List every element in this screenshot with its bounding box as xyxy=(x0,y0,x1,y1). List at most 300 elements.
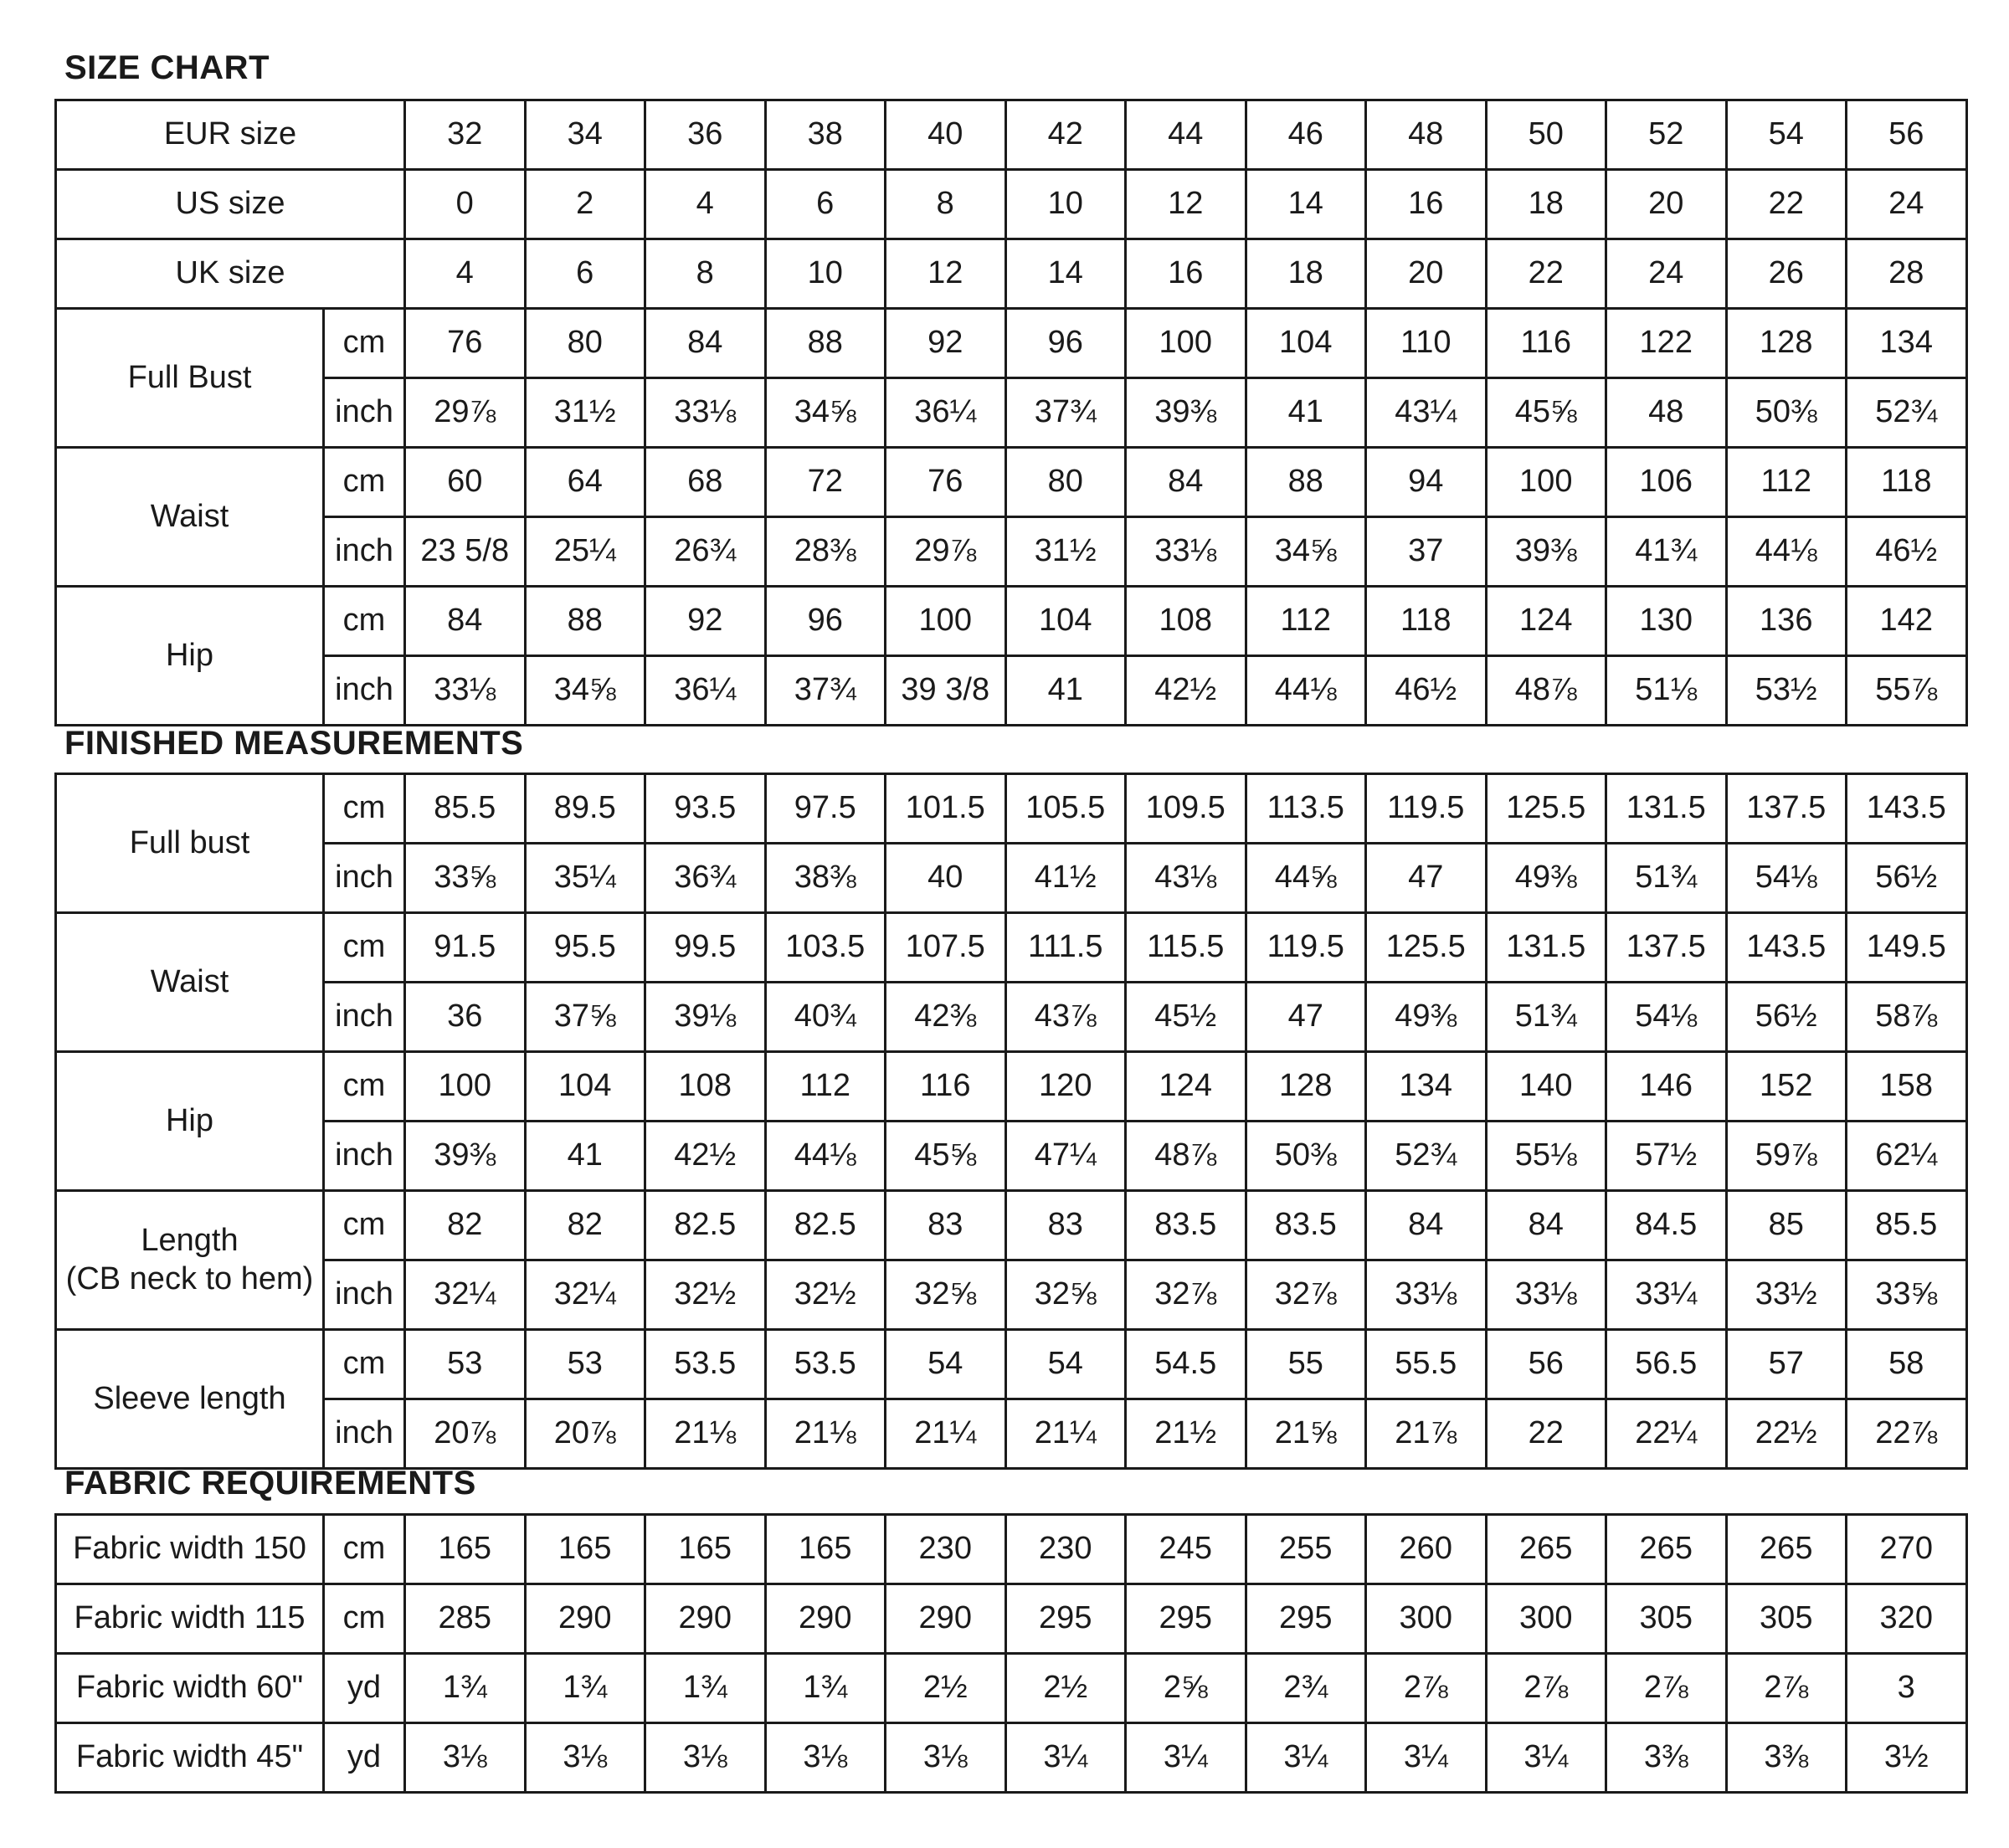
value-cell: 305 xyxy=(1726,1584,1847,1654)
value-cell: 2½ xyxy=(1005,1654,1126,1723)
value-cell: 2⅞ xyxy=(1366,1654,1487,1723)
value-cell: 82 xyxy=(405,1191,526,1260)
value-cell: 85.5 xyxy=(1847,1191,1967,1260)
value-cell: 115.5 xyxy=(1126,913,1246,983)
value-cell: 22 xyxy=(1486,1399,1606,1469)
value-cell: 44⅛ xyxy=(1246,656,1366,726)
value-cell: 53 xyxy=(405,1330,526,1399)
value-cell: 142 xyxy=(1847,587,1967,656)
value-cell: 265 xyxy=(1486,1515,1606,1584)
table-row xyxy=(56,1399,1967,1469)
value-cell: 295 xyxy=(1005,1584,1126,1654)
value-cell: 84 xyxy=(1126,448,1246,517)
value-cell: 50⅜ xyxy=(1726,378,1847,448)
value-cell: 3½ xyxy=(1847,1723,1967,1793)
value-cell: 53½ xyxy=(1726,656,1847,726)
value-cell: 131.5 xyxy=(1606,774,1727,844)
value-cell: 100 xyxy=(1486,448,1606,517)
value-cell: 39⅜ xyxy=(1486,517,1606,587)
value-cell: 48 xyxy=(1606,378,1727,448)
value-cell: 295 xyxy=(1126,1584,1246,1654)
value-cell: 28 xyxy=(1847,239,1967,309)
value-cell: 29⅞ xyxy=(405,378,526,448)
value-cell: 165 xyxy=(645,1515,766,1584)
value-cell: 2⅞ xyxy=(1726,1654,1847,1723)
value-cell: 36¼ xyxy=(886,378,1006,448)
value-cell: 31½ xyxy=(525,378,645,448)
unit-cell: inch xyxy=(324,517,405,587)
value-cell: 33⅝ xyxy=(1847,1260,1967,1330)
value-cell: 46½ xyxy=(1847,517,1967,587)
unit-cell: cm xyxy=(324,1191,405,1260)
finished-measurements-table xyxy=(54,773,1968,1470)
value-cell: 39⅜ xyxy=(405,1122,526,1191)
value-cell: 47 xyxy=(1246,983,1366,1052)
value-cell: 119.5 xyxy=(1366,774,1487,844)
value-cell: 20 xyxy=(1366,239,1487,309)
value-cell: 47¼ xyxy=(1005,1122,1126,1191)
size-label: EUR size xyxy=(56,100,405,170)
value-cell: 18 xyxy=(1246,239,1366,309)
value-cell: 124 xyxy=(1486,587,1606,656)
value-cell: 56 xyxy=(1486,1330,1606,1399)
value-cell: 59⅞ xyxy=(1726,1122,1847,1191)
measurement-label: Full bust xyxy=(56,774,324,913)
value-cell: 33½ xyxy=(1726,1260,1847,1330)
table-row xyxy=(56,844,1967,913)
value-cell: 35¼ xyxy=(525,844,645,913)
measurement-label: Length (CB neck to hem) xyxy=(56,1191,324,1330)
value-cell: 230 xyxy=(886,1515,1006,1584)
value-cell: 22¼ xyxy=(1606,1399,1727,1469)
fabric-requirements-title: FABRIC REQUIREMENTS xyxy=(64,1465,476,1502)
value-cell: 21⅝ xyxy=(1246,1399,1366,1469)
value-cell: 6 xyxy=(525,239,645,309)
unit-cell: cm xyxy=(324,448,405,517)
value-cell: 3¼ xyxy=(1126,1723,1246,1793)
value-cell: 122 xyxy=(1606,309,1727,378)
value-cell: 76 xyxy=(886,448,1006,517)
unit-cell: cm xyxy=(324,913,405,983)
value-cell: 16 xyxy=(1126,239,1246,309)
value-cell: 41 xyxy=(1005,656,1126,726)
value-cell: 39⅛ xyxy=(645,983,766,1052)
unit-cell: inch xyxy=(324,378,405,448)
value-cell: 165 xyxy=(405,1515,526,1584)
value-cell: 88 xyxy=(525,587,645,656)
value-cell: 96 xyxy=(765,587,886,656)
value-cell: 56½ xyxy=(1847,844,1967,913)
value-cell: 25¼ xyxy=(525,517,645,587)
value-cell: 88 xyxy=(765,309,886,378)
value-cell: 305 xyxy=(1606,1584,1727,1654)
value-cell: 3⅜ xyxy=(1726,1723,1847,1793)
table-row xyxy=(56,100,1967,170)
value-cell: 270 xyxy=(1847,1515,1967,1584)
value-cell: 14 xyxy=(1246,170,1366,239)
value-cell: 43⅛ xyxy=(1126,844,1246,913)
value-cell: 110 xyxy=(1366,309,1487,378)
value-cell: 50 xyxy=(1486,100,1606,170)
value-cell: 42⅜ xyxy=(886,983,1006,1052)
unit-cell: inch xyxy=(324,1122,405,1191)
value-cell: 58 xyxy=(1847,1330,1967,1399)
value-cell: 118 xyxy=(1847,448,1967,517)
value-cell: 52¾ xyxy=(1366,1122,1487,1191)
value-cell: 33⅛ xyxy=(1126,517,1246,587)
value-cell: 101.5 xyxy=(886,774,1006,844)
value-cell: 44⅛ xyxy=(1726,517,1847,587)
value-cell: 16 xyxy=(1366,170,1487,239)
value-cell: 104 xyxy=(1246,309,1366,378)
value-cell: 21½ xyxy=(1126,1399,1246,1469)
value-cell: 33⅝ xyxy=(405,844,526,913)
value-cell: 37¾ xyxy=(765,656,886,726)
size-label: UK size xyxy=(56,239,405,309)
value-cell: 95.5 xyxy=(525,913,645,983)
value-cell: 53.5 xyxy=(645,1330,766,1399)
value-cell: 106 xyxy=(1606,448,1727,517)
table-row xyxy=(56,1584,1967,1654)
table-row xyxy=(56,1723,1967,1793)
value-cell: 100 xyxy=(405,1052,526,1122)
value-cell: 84.5 xyxy=(1606,1191,1727,1260)
value-cell: 84 xyxy=(1486,1191,1606,1260)
table-row xyxy=(56,983,1967,1052)
value-cell: 39 3/8 xyxy=(886,656,1006,726)
value-cell: 58⅞ xyxy=(1847,983,1967,1052)
unit-cell: cm xyxy=(324,1052,405,1122)
value-cell: 45½ xyxy=(1126,983,1246,1052)
value-cell: 55 xyxy=(1246,1330,1366,1399)
value-cell: 10 xyxy=(1005,170,1126,239)
value-cell: 124 xyxy=(1126,1052,1246,1122)
value-cell: 32¼ xyxy=(405,1260,526,1330)
table-row xyxy=(56,587,1967,656)
value-cell: 12 xyxy=(1126,170,1246,239)
value-cell: 48⅞ xyxy=(1126,1122,1246,1191)
fabric-width-label: Fabric width 150 xyxy=(56,1515,324,1584)
value-cell: 57 xyxy=(1726,1330,1847,1399)
value-cell: 54 xyxy=(886,1330,1006,1399)
value-cell: 43¼ xyxy=(1366,378,1487,448)
value-cell: 2½ xyxy=(886,1654,1006,1723)
value-cell: 46 xyxy=(1246,100,1366,170)
value-cell: 3⅜ xyxy=(1606,1723,1727,1793)
value-cell: 24 xyxy=(1606,239,1727,309)
value-cell: 0 xyxy=(405,170,526,239)
measurement-label: Sleeve length xyxy=(56,1330,324,1469)
size-chart-title: SIZE CHART xyxy=(64,49,270,86)
value-cell: 54.5 xyxy=(1126,1330,1246,1399)
value-cell: 40 xyxy=(886,844,1006,913)
value-cell: 116 xyxy=(886,1052,1006,1122)
unit-cell: cm xyxy=(324,1584,405,1654)
value-cell: 83 xyxy=(1005,1191,1126,1260)
value-cell: 42½ xyxy=(1126,656,1246,726)
value-cell: 32⅝ xyxy=(1005,1260,1126,1330)
value-cell: 3⅛ xyxy=(405,1723,526,1793)
value-cell: 165 xyxy=(765,1515,886,1584)
value-cell: 111.5 xyxy=(1005,913,1126,983)
value-cell: 119.5 xyxy=(1246,913,1366,983)
size-label: US size xyxy=(56,170,405,239)
unit-cell: inch xyxy=(324,1260,405,1330)
unit-cell: cm xyxy=(324,587,405,656)
value-cell: 34 xyxy=(525,100,645,170)
value-cell: 116 xyxy=(1486,309,1606,378)
value-cell: 137.5 xyxy=(1606,913,1727,983)
value-cell: 44 xyxy=(1126,100,1246,170)
measurement-label: Hip xyxy=(56,1052,324,1191)
table-row xyxy=(56,517,1967,587)
table-row xyxy=(56,1654,1967,1723)
value-cell: 82.5 xyxy=(765,1191,886,1260)
value-cell: 14 xyxy=(1005,239,1126,309)
value-cell: 290 xyxy=(645,1584,766,1654)
value-cell: 32¼ xyxy=(525,1260,645,1330)
value-cell: 99.5 xyxy=(645,913,766,983)
value-cell: 89.5 xyxy=(525,774,645,844)
value-cell: 131.5 xyxy=(1486,913,1606,983)
value-cell: 136 xyxy=(1726,587,1847,656)
value-cell: 140 xyxy=(1486,1052,1606,1122)
value-cell: 290 xyxy=(765,1584,886,1654)
value-cell: 42 xyxy=(1005,100,1126,170)
value-cell: 92 xyxy=(886,309,1006,378)
fabric-requirements-table xyxy=(54,1513,1968,1794)
value-cell: 44⅛ xyxy=(765,1122,886,1191)
value-cell: 245 xyxy=(1126,1515,1246,1584)
value-cell: 8 xyxy=(886,170,1006,239)
value-cell: 18 xyxy=(1486,170,1606,239)
value-cell: 43⅞ xyxy=(1005,983,1126,1052)
value-cell: 143.5 xyxy=(1847,774,1967,844)
table-row xyxy=(56,448,1967,517)
value-cell: 34⅝ xyxy=(525,656,645,726)
value-cell: 107.5 xyxy=(886,913,1006,983)
value-cell: 165 xyxy=(525,1515,645,1584)
value-cell: 36¾ xyxy=(645,844,766,913)
value-cell: 32⅝ xyxy=(886,1260,1006,1330)
value-cell: 38 xyxy=(765,100,886,170)
value-cell: 40 xyxy=(886,100,1006,170)
value-cell: 33⅛ xyxy=(1366,1260,1487,1330)
value-cell: 20⅞ xyxy=(405,1399,526,1469)
value-cell: 6 xyxy=(765,170,886,239)
value-cell: 3¼ xyxy=(1246,1723,1366,1793)
size-chart-table xyxy=(54,99,1968,726)
value-cell: 46½ xyxy=(1366,656,1487,726)
value-cell: 28⅜ xyxy=(765,517,886,587)
value-cell: 22 xyxy=(1486,239,1606,309)
value-cell: 32⅞ xyxy=(1246,1260,1366,1330)
value-cell: 125.5 xyxy=(1366,913,1487,983)
value-cell: 21⅞ xyxy=(1366,1399,1487,1469)
value-cell: 83 xyxy=(886,1191,1006,1260)
value-cell: 34⅝ xyxy=(765,378,886,448)
table-row xyxy=(56,774,1967,844)
value-cell: 41¾ xyxy=(1606,517,1727,587)
value-cell: 53 xyxy=(525,1330,645,1399)
table-row xyxy=(56,1052,1967,1122)
value-cell: 45⅝ xyxy=(886,1122,1006,1191)
value-cell: 51¾ xyxy=(1606,844,1727,913)
value-cell: 44⅝ xyxy=(1246,844,1366,913)
value-cell: 290 xyxy=(886,1584,1006,1654)
value-cell: 49⅜ xyxy=(1486,844,1606,913)
value-cell: 32⅞ xyxy=(1126,1260,1246,1330)
value-cell: 24 xyxy=(1847,170,1967,239)
value-cell: 320 xyxy=(1847,1584,1967,1654)
table-row xyxy=(56,170,1967,239)
value-cell: 104 xyxy=(525,1052,645,1122)
value-cell: 108 xyxy=(645,1052,766,1122)
value-cell: 36 xyxy=(645,100,766,170)
value-cell: 120 xyxy=(1005,1052,1126,1122)
finished-measurements-title: FINISHED MEASUREMENTS xyxy=(64,725,524,762)
value-cell: 3¼ xyxy=(1486,1723,1606,1793)
table-row xyxy=(56,309,1967,378)
unit-cell: inch xyxy=(324,844,405,913)
value-cell: 3¼ xyxy=(1005,1723,1126,1793)
value-cell: 152 xyxy=(1726,1052,1847,1122)
value-cell: 20⅞ xyxy=(525,1399,645,1469)
value-cell: 84 xyxy=(405,587,526,656)
value-cell: 31½ xyxy=(1005,517,1126,587)
unit-cell: cm xyxy=(324,774,405,844)
value-cell: 22 xyxy=(1726,170,1847,239)
value-cell: 32½ xyxy=(645,1260,766,1330)
value-cell: 85.5 xyxy=(405,774,526,844)
value-cell: 56.5 xyxy=(1606,1330,1727,1399)
value-cell: 3¼ xyxy=(1366,1723,1487,1793)
value-cell: 37 xyxy=(1366,517,1487,587)
value-cell: 36 xyxy=(405,983,526,1052)
value-cell: 8 xyxy=(645,239,766,309)
value-cell: 92 xyxy=(645,587,766,656)
value-cell: 149.5 xyxy=(1847,913,1967,983)
value-cell: 26 xyxy=(1726,239,1847,309)
table-row xyxy=(56,913,1967,983)
value-cell: 4 xyxy=(645,170,766,239)
value-cell: 158 xyxy=(1847,1052,1967,1122)
value-cell: 230 xyxy=(1005,1515,1126,1584)
value-cell: 57½ xyxy=(1606,1122,1727,1191)
value-cell: 3 xyxy=(1847,1654,1967,1723)
value-cell: 146 xyxy=(1606,1052,1727,1122)
value-cell: 37⅝ xyxy=(525,983,645,1052)
value-cell: 55.5 xyxy=(1366,1330,1487,1399)
value-cell: 54⅛ xyxy=(1726,844,1847,913)
value-cell: 33⅛ xyxy=(405,656,526,726)
value-cell: 1¾ xyxy=(645,1654,766,1723)
value-cell: 2⅝ xyxy=(1126,1654,1246,1723)
value-cell: 32 xyxy=(405,100,526,170)
value-cell: 49⅜ xyxy=(1366,983,1487,1052)
value-cell: 84 xyxy=(645,309,766,378)
value-cell: 2⅞ xyxy=(1486,1654,1606,1723)
value-cell: 41 xyxy=(525,1122,645,1191)
table-row xyxy=(56,656,1967,726)
table-row xyxy=(56,239,1967,309)
value-cell: 1¾ xyxy=(765,1654,886,1723)
value-cell: 290 xyxy=(525,1584,645,1654)
value-cell: 83.5 xyxy=(1246,1191,1366,1260)
value-cell: 2 xyxy=(525,170,645,239)
value-cell: 51⅛ xyxy=(1606,656,1727,726)
value-cell: 22½ xyxy=(1726,1399,1847,1469)
value-cell: 50⅜ xyxy=(1246,1122,1366,1191)
value-cell: 53.5 xyxy=(765,1330,886,1399)
value-cell: 3⅛ xyxy=(525,1723,645,1793)
value-cell: 300 xyxy=(1486,1584,1606,1654)
unit-cell: cm xyxy=(324,1330,405,1399)
value-cell: 20 xyxy=(1606,170,1727,239)
value-cell: 109.5 xyxy=(1126,774,1246,844)
value-cell: 60 xyxy=(405,448,526,517)
value-cell: 62¼ xyxy=(1847,1122,1967,1191)
value-cell: 33⅛ xyxy=(1486,1260,1606,1330)
value-cell: 12 xyxy=(886,239,1006,309)
value-cell: 118 xyxy=(1366,587,1487,656)
value-cell: 143.5 xyxy=(1726,913,1847,983)
value-cell: 265 xyxy=(1606,1515,1727,1584)
value-cell: 56½ xyxy=(1726,983,1847,1052)
unit-cell: cm xyxy=(324,309,405,378)
value-cell: 105.5 xyxy=(1005,774,1126,844)
table-row xyxy=(56,1191,1967,1260)
value-cell: 128 xyxy=(1246,1052,1366,1122)
value-cell: 80 xyxy=(525,309,645,378)
unit-cell: yd xyxy=(324,1654,405,1723)
value-cell: 3⅛ xyxy=(886,1723,1006,1793)
value-cell: 41½ xyxy=(1005,844,1126,913)
value-cell: 10 xyxy=(765,239,886,309)
value-cell: 34⅝ xyxy=(1246,517,1366,587)
value-cell: 4 xyxy=(405,239,526,309)
value-cell: 130 xyxy=(1606,587,1727,656)
table-row xyxy=(56,1260,1967,1330)
value-cell: 255 xyxy=(1246,1515,1366,1584)
value-cell: 134 xyxy=(1847,309,1967,378)
value-cell: 48 xyxy=(1366,100,1487,170)
value-cell: 37¾ xyxy=(1005,378,1126,448)
value-cell: 52 xyxy=(1606,100,1727,170)
value-cell: 39⅜ xyxy=(1126,378,1246,448)
value-cell: 93.5 xyxy=(645,774,766,844)
value-cell: 54⅛ xyxy=(1606,983,1727,1052)
value-cell: 68 xyxy=(645,448,766,517)
value-cell: 83.5 xyxy=(1126,1191,1246,1260)
value-cell: 52¾ xyxy=(1847,378,1967,448)
value-cell: 88 xyxy=(1246,448,1366,517)
value-cell: 84 xyxy=(1366,1191,1487,1260)
value-cell: 38⅜ xyxy=(765,844,886,913)
table-row xyxy=(56,1330,1967,1399)
value-cell: 3⅛ xyxy=(765,1723,886,1793)
value-cell: 36¼ xyxy=(645,656,766,726)
value-cell: 48⅞ xyxy=(1486,656,1606,726)
value-cell: 45⅝ xyxy=(1486,378,1606,448)
unit-cell: inch xyxy=(324,656,405,726)
value-cell: 2¾ xyxy=(1246,1654,1366,1723)
value-cell: 91.5 xyxy=(405,913,526,983)
value-cell: 103.5 xyxy=(765,913,886,983)
value-cell: 42½ xyxy=(645,1122,766,1191)
value-cell: 1¾ xyxy=(525,1654,645,1723)
value-cell: 285 xyxy=(405,1584,526,1654)
